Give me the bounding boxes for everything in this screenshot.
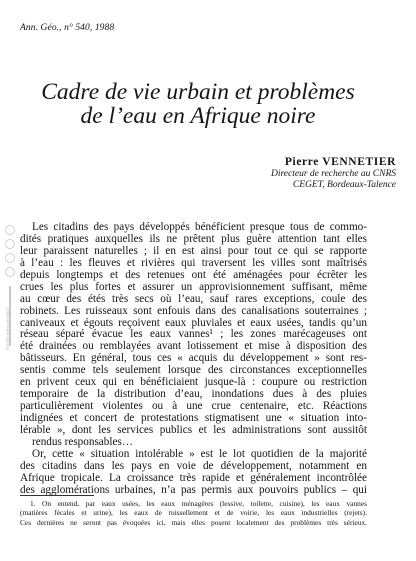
author-block bbox=[271, 156, 396, 191]
footnote-line: 1. On entend, par eaux usées, les eaux ménagères (lessive, toilette, cuisine), les eaux vannes bbox=[30, 499, 367, 508]
body-line: depuis longtemps et des retenues ont été aménagées pour écrêter les bbox=[20, 268, 367, 281]
title-line-1: Cadre de vie urbain et problèmes bbox=[41, 79, 355, 105]
footnote-line: (matières fécales et urine), les eaux de ruissellement et de voirie, les eaux industrielles (rejets). bbox=[20, 508, 367, 518]
body-line: rendus responsables… bbox=[32, 435, 133, 448]
body-line: robinets. Les ruisseaux sont enfouis dans des canalisations souterraines ; bbox=[20, 304, 367, 317]
body-line: Or, cette « situation intolérable » est le lot quotidien de la majorité bbox=[32, 447, 367, 460]
footnote-divider bbox=[20, 495, 94, 496]
body-line: bâtisseurs. En général, tous ces « acquis du développement » sont res- bbox=[20, 352, 367, 365]
body-line: lérable », dont les services publics et les administrations sont aussitôt bbox=[20, 423, 367, 436]
body-line: été drainées ou remblayées avant lotissement et mise à disposition des bbox=[20, 340, 367, 353]
body-line: réseau séparé évacue les eaux vannes¹ ; les zones marécageuses ont bbox=[20, 328, 367, 341]
body-line: indignées et concert de protestations stigmatisent une « situation into- bbox=[20, 412, 367, 424]
body-line: dités pratiques auxquelles ils ne prêtent plus guère attention tant elles bbox=[20, 232, 367, 245]
watermark-text: Persée www.persee.fr bbox=[5, 306, 10, 350]
body-line: en privent ceux qui en bénéficiaient jusque-là : coupure ou restriction bbox=[20, 376, 367, 389]
body-line: Afrique tropicale. La croissance très rapide et généralement incontrôlée bbox=[20, 471, 367, 484]
title-line-2: de l’eau en Afrique noire bbox=[80, 103, 316, 129]
body-line: des citadins dans les pays en voie de développement, notamment en bbox=[20, 459, 367, 472]
body-line: temporaire de la distribution d’eau, inondations dues à des pluies bbox=[20, 388, 367, 401]
body-line: particulièrement violentes ou à une crue centenaire, etc. Réactions bbox=[20, 400, 367, 413]
body-line: sentis comme tels seulement lorsque des circonstances exceptionnelles bbox=[20, 364, 367, 377]
footnote-line: Ces dernières ne seront pas évoquées ici, mais elles posent localement des problèmes très sérieux. bbox=[20, 517, 367, 527]
article-body bbox=[20, 222, 367, 497]
journal-reference: Ann. Géo., n° 540, 1988 bbox=[20, 23, 115, 33]
body-line: des agglomérations urbaines, n’a pas permis aux pouvoirs publics – qui bbox=[20, 483, 367, 496]
body-line: caniveaux et égouts reçoivent eaux pluviales et eaux usées, tandis qu’un bbox=[20, 316, 367, 329]
author-affiliation-1: Directeur de recherche au CNRS bbox=[270, 169, 396, 179]
body-line: à l’eau : les fleuves et rivières qui traversent les villes sont maîtrisés bbox=[20, 256, 367, 269]
body-line: leur paraissent naturelles ; il en est ainsi pour tout ce qui se rapporte bbox=[20, 244, 367, 257]
body-line: au cœur des étés très secs où l’eau, sauf rares exceptions, coule des bbox=[20, 292, 367, 305]
author-affiliation-2: CEGET, Bordeaux-Talence bbox=[292, 180, 396, 190]
body-line: Les citadins des pays développés bénéficient presque tous de commo- bbox=[32, 221, 367, 233]
author-name: Pierre VENNETIER bbox=[284, 156, 396, 168]
footnote bbox=[20, 499, 367, 527]
article-title bbox=[18, 80, 378, 128]
body-line: crues les plus fortes et assurer un approvisionnement suffisant, même bbox=[20, 280, 367, 293]
